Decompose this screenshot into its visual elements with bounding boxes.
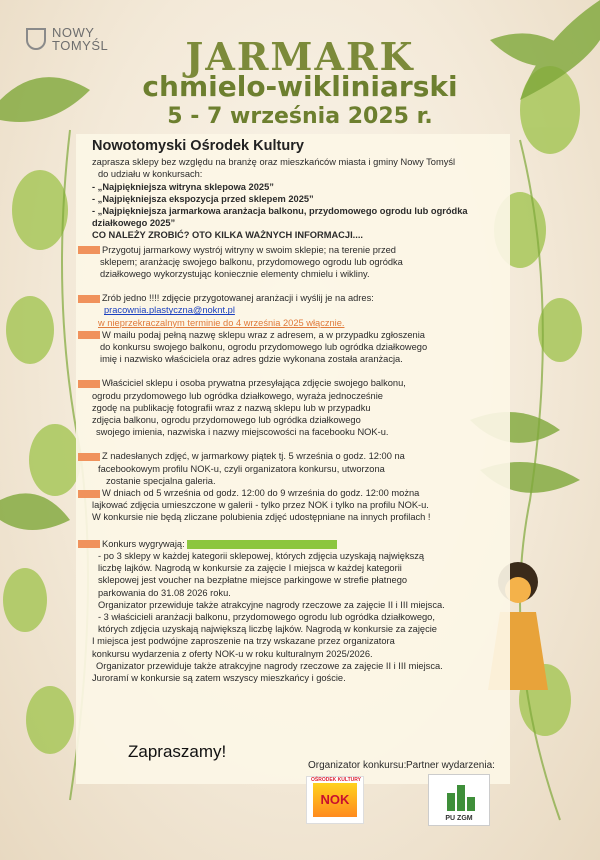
nok-logo — [306, 776, 364, 824]
step-3 — [92, 329, 512, 366]
bullet-bar — [78, 380, 100, 388]
bullet-bar — [78, 295, 100, 303]
partner-label: Partner wydarzenia: — [406, 760, 495, 771]
step-text: lajkować zdjęcia umieszczone w galerii - tylko przez NOK i tylko na profilu NOK-u. — [92, 500, 429, 511]
step-text: swojego imienia, nazwiska i nazwy miejscowości na facebooku NOK-u. — [96, 427, 389, 438]
prize-text: konkursu wydarzenia z oferty NOK-u w roku kulturalnym 2025/2026. — [92, 648, 373, 659]
step-2 — [92, 292, 512, 329]
step-text: zdjęcia balkonu, ogrodu przydomowego lub ogródka działkowego — [92, 415, 361, 426]
contest-item: - „Najpiękniejsza witryna sklepowa 2025” — [92, 181, 274, 192]
step-text: W mailu podaj pełną nazwę sklepu wraz z adresem, a w przypadku zgłoszenia — [102, 329, 425, 340]
prize-text: - 3 właścicieli aranżacji balkonu, przydomowego ogrodu lub ogródka działkowego, — [98, 611, 435, 622]
nok-logo-text: OŚRODEK KULTURY — [311, 777, 361, 783]
prizes-heading: Konkurs wygrywają: — [102, 538, 185, 549]
bullet-bar — [78, 453, 100, 461]
intro-line: do udziału w konkursach: — [98, 169, 203, 180]
nok-logo-letters: NOK — [320, 792, 350, 807]
nok-logo-mark — [313, 783, 357, 817]
step-6 — [92, 487, 512, 524]
prize-text: Organizator przewiduje także atrakcyjne nagrody rzeczowe za zajęcie II i III miejsca. — [98, 599, 445, 610]
email-link[interactable]: pracownia.plastyczna@noknt.pl — [104, 305, 235, 316]
step-text: facebookowym profilu NOK-u, czyli organizatora konkursu, utworzona — [98, 463, 385, 474]
step-text: działkowego wykorzystując koniecznie elementy chmielu i wikliny. — [100, 269, 370, 280]
announcement-body — [92, 140, 512, 684]
step-text: Przygotuj jarmarkowy wystrój witryny w swoim sklepie; na terenie przed — [102, 244, 396, 255]
info-heading: CO NALEŻY ZROBIĆ? OTO KILKA WAŻNYCH INFORMACJI.... — [92, 230, 363, 241]
building-icon — [457, 785, 465, 811]
prize-text: I miejsca jest podwójne zaproszenie na trzy wskazane przez organizatora — [92, 636, 395, 647]
prize-text: liczbę lajków. Nagrodą w konkursie za zajęcie I miejsca w każdej kategorii — [98, 563, 402, 574]
bullet-bar — [78, 246, 100, 254]
organizer-name: Nowotomyski Ośrodek Kultury — [92, 138, 304, 154]
prize-text: których zdjęcia uzyskają największą liczbę lajków. Nagrodą w konkursie za zajęcie — [98, 624, 437, 635]
green-highlight-bar — [187, 540, 337, 549]
step-1 — [92, 244, 512, 281]
organizer-label: Organizator konkursu: — [308, 760, 407, 771]
prize-text: sklepowej jest voucher na bezpłatne miejsce parkingowe w strefie płatnego — [98, 575, 408, 586]
step-text: zostanie specjalna galeria. — [106, 475, 216, 486]
bullet-bar — [78, 490, 100, 498]
invitation-closing: Zapraszamy! — [128, 742, 227, 761]
step-text: Z nadesłanych zdjęć, w jarmarkowy piątek tj. 5 września o godz. 12:00 na — [102, 451, 405, 462]
step-text: zgodę na publikację fotografii wraz z nazwą sklepu lub w przypadku — [92, 402, 371, 413]
event-dates: 5 - 7 września 2025 r. — [167, 104, 433, 129]
bullet-bar — [78, 540, 100, 548]
prize-text: - po 3 sklepy w każdej kategorii sklepowej, których zdjęcia uzyskają największą — [98, 550, 425, 561]
poster-title: JARMARK — [185, 34, 415, 79]
step-text: Zrób jedno !!!! zdjęcie przygotowanej aranżacji i wyślij je na adres: — [102, 293, 374, 304]
logo-line2: TOMYŚL — [52, 38, 109, 53]
step-text: Właściciel sklepu i osoba prywatna przesyłająca zdjęcie swojego balkonu, — [102, 378, 406, 389]
partner-logo-text: PU ZGM — [445, 815, 473, 822]
contest-item: - „Najpiękniejsza jarmarkowa aranżacja balkonu, przydomowego ogrodu lub ogródka działkowego 2025” — [92, 206, 468, 229]
partner-logo — [428, 774, 490, 826]
poster-subtitle: chmielo-wikliniarski — [142, 70, 458, 103]
step-4 — [92, 377, 512, 438]
prize-text: Organizator przewiduje także atrakcyjne nagrody rzeczowe za zajęcie II i III miejsca. — [96, 660, 443, 671]
step-text: sklepem; aranżację swojego balkonu, przydomowego ogrodu lub ogródka — [100, 256, 403, 267]
step-text: ogrodu przydomowego lub ogródka działkowego, wyraża jednocześnie — [92, 390, 383, 401]
prize-text: parkowania do 31.08 2026 roku. — [98, 587, 231, 598]
deadline-text: w nieprzekraczalnym terminie do 4 września 2025 włącznie. — [98, 317, 345, 328]
logo-line1: NOWY — [52, 25, 95, 40]
step-text: W dniach od 5 września od godz. 12:00 do 9 września do godz. 12:00 można — [102, 488, 420, 499]
contest-item: - „Najpiękniejsza ekspozycja przed sklepem 2025” — [92, 193, 314, 204]
prizes-section — [92, 538, 512, 684]
step-5 — [92, 450, 512, 487]
step-text: imię i nazwisko właściciela oraz adres gdzie wykonana została aranżacja. — [100, 354, 403, 365]
step-text: W konkursie nie będą zliczane polubienia zdjęć udostępniane na innych profilach ! — [92, 512, 431, 523]
step-text: do konkursu swojego balkonu, ogrodu przydomowego lub ogródka działkowego — [100, 342, 428, 353]
intro-line: zaprasza sklepy bez względu na branżę oraz mieszkańców miasta i gminy Nowy Tomyśl — [92, 157, 456, 168]
building-icon — [447, 793, 455, 811]
bullet-bar — [78, 331, 100, 339]
building-icon — [467, 797, 475, 811]
prize-text: Juroramí w konkursie są zatem wszyscy mieszkańcy i goście. — [92, 672, 346, 683]
